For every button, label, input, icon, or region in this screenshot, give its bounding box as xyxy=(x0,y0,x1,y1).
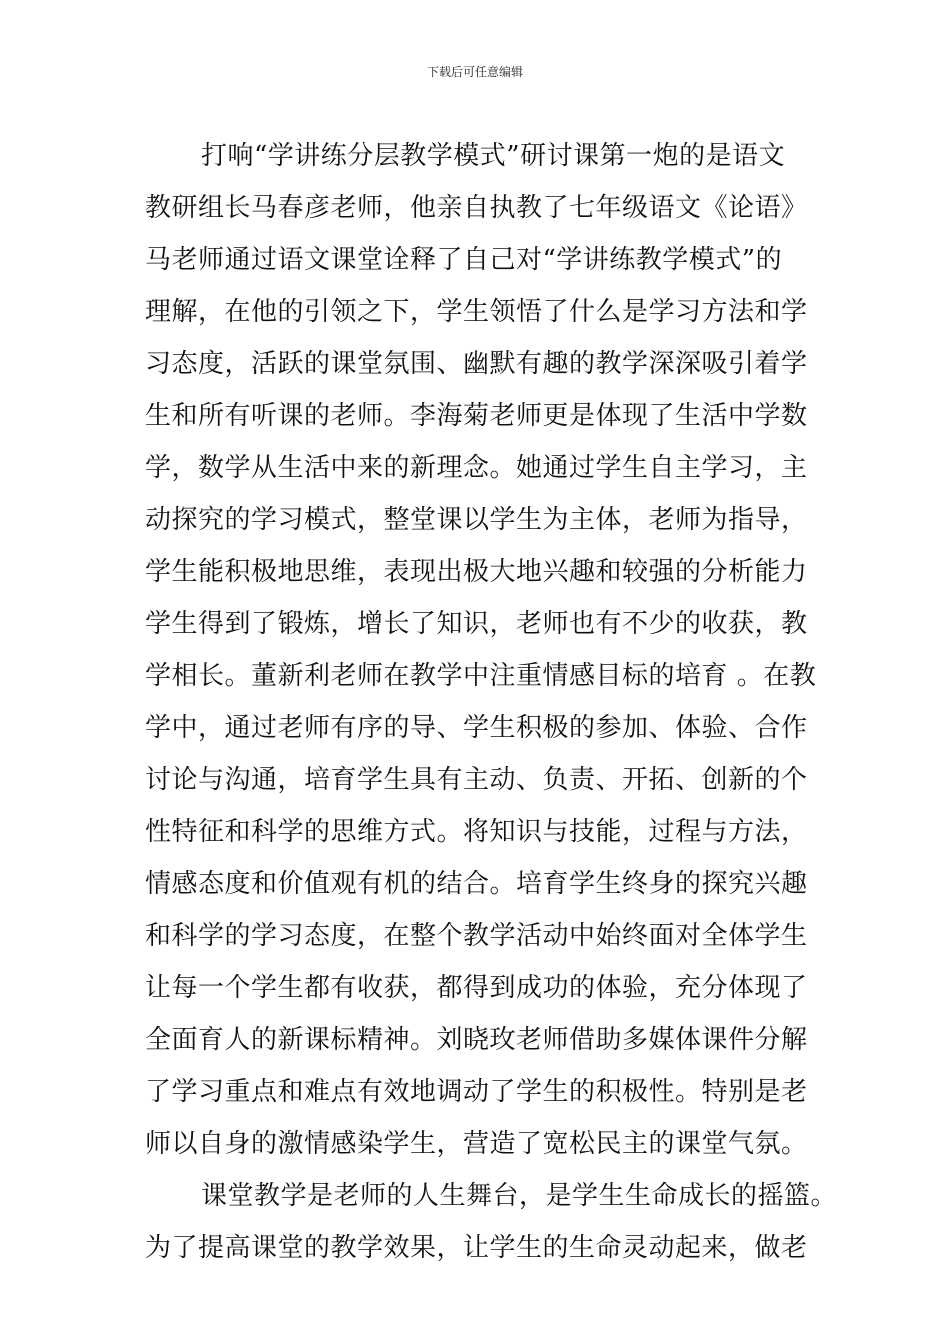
paragraph-line: 学中，通过老师有序的导、学生积极的参加、体验、合作 xyxy=(145,713,808,743)
paragraph-line: 师以自身的激情感染学生，营造了宽松民主的课堂气氛。 xyxy=(145,1129,808,1159)
paragraph-line: 情感态度和价值观有机的结合。培育学生终身的探究兴趣 xyxy=(145,869,808,899)
paragraph-line: 全面育人的新课标精神。刘晓玫老师借助多媒体课件分解 xyxy=(145,1025,808,1055)
paragraph-line: 学生得到了锻炼，增长了知识，老师也有不少的收获，教 xyxy=(145,609,808,639)
paragraph-line: 学相长。董新利老师在教学中注重情感目标的培育 。在教 xyxy=(145,661,817,691)
paragraph-line: 马老师通过语文课堂诠释了自己对“学讲练教学模式”的 xyxy=(145,245,783,275)
paragraph-line: 性特征和科学的思维方式。将知识与技能，过程与方法， xyxy=(145,817,808,847)
paragraph-line: 习态度，活跃的课堂氛围、幽默有趣的教学深深吸引着学 xyxy=(145,349,808,379)
document-body xyxy=(145,130,838,1274)
paragraph-line: 学，数学从生活中来的新理念。她通过学生自主学习，主 xyxy=(145,453,808,483)
page-header: 下载后可任意编辑 xyxy=(426,65,523,79)
paragraph-line: 和科学的学习态度，在整个教学活动中始终面对全体学生 xyxy=(145,921,808,951)
paragraph-line: 为了提高课堂的教学效果，让学生的生命灵动起来，做老 xyxy=(145,1233,808,1263)
paragraph-line: 了学习重点和难点有效地调动了学生的积极性。特别是老 xyxy=(145,1077,808,1107)
paragraph-line: 学生能积极地思维，表现出极大地兴趣和较强的分析能力 xyxy=(145,557,808,587)
paragraph-line: 让每一个学生都有收获，都得到成功的体验，充分体现了 xyxy=(145,973,808,1003)
paragraph-line: 教研组长马春彦老师，他亲自执教了七年级语文《论语》 xyxy=(145,193,808,223)
paragraph-line: 动探究的学习模式，整堂课以学生为主体，老师为指导， xyxy=(145,505,808,535)
paragraph-line: 讨论与沟通，培育学生具有主动、负责、开拓、创新的个 xyxy=(145,765,808,795)
paragraph-line: 打响“学讲练分层教学模式”研讨课第一炮的是语文 xyxy=(201,141,786,171)
paragraph-line: 理解，在他的引领之下，学生领悟了什么是学习方法和学 xyxy=(145,297,808,327)
paragraph-line: 课堂教学是老师的人生舞台，是学生生命成长的摇篮。 xyxy=(201,1181,838,1211)
paragraph-line: 生和所有听课的老师。李海菊老师更是体现了生活中学数 xyxy=(145,401,808,431)
